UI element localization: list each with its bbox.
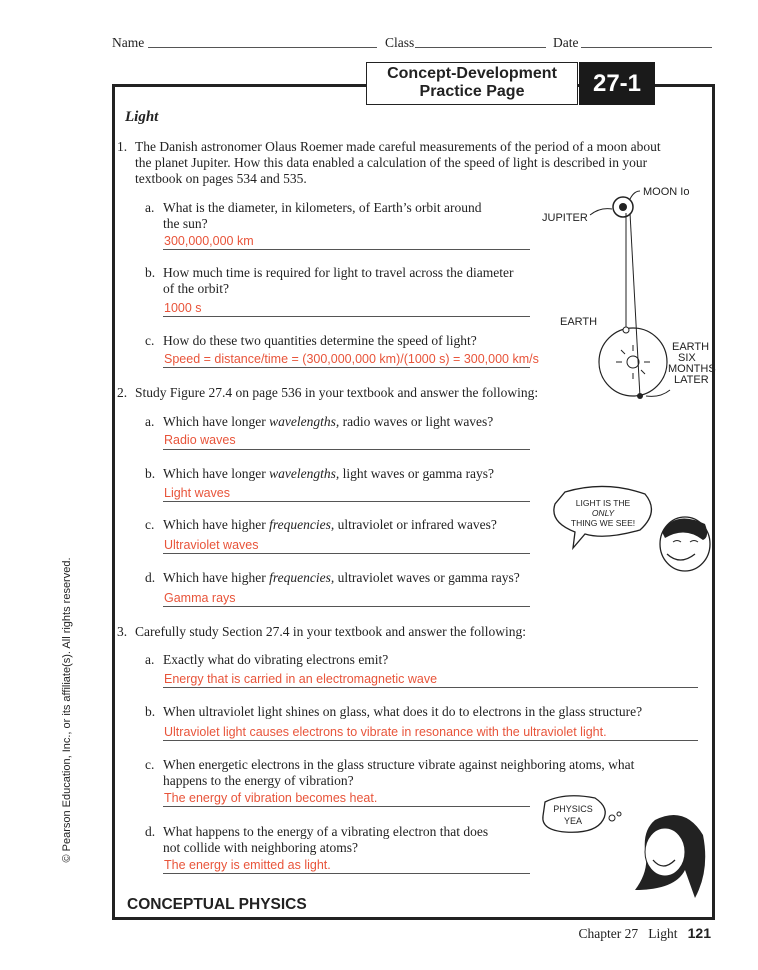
page-number-badge: 27-1 <box>579 62 655 105</box>
footer-chapter: Chapter 27 <box>578 926 639 941</box>
q2a-label: a. <box>145 414 155 429</box>
q3d-label: d. <box>145 824 156 839</box>
brand-footer: CONCEPTUAL PHYSICS <box>127 896 307 913</box>
earth-later-label: MONTHS <box>668 363 716 375</box>
q2b-text: Which have longer wavelengths, light waves or gamma rays? <box>163 466 495 481</box>
answer-line <box>163 687 698 688</box>
q3a-answer[interactable]: Energy that is carried in an electromagnetic wave <box>164 672 438 686</box>
q2-number: 2. <box>117 385 128 400</box>
q1a-text: the sun? <box>163 216 208 231</box>
class-label: Class <box>385 35 415 50</box>
name-field[interactable] <box>148 47 377 48</box>
jupiter-label: JUPITER <box>542 212 588 224</box>
q2d-answer[interactable]: Gamma rays <box>164 591 236 605</box>
q1a-label: a. <box>145 200 155 215</box>
header-title-line2: Practice Page <box>419 83 525 100</box>
page-footer <box>579 925 711 942</box>
q2d-label: d. <box>145 570 156 585</box>
answer-line <box>163 740 698 741</box>
answer-line <box>163 367 530 368</box>
answer-line <box>163 316 530 317</box>
name-label: Name <box>112 35 145 50</box>
speech-text: ONLY <box>591 508 615 518</box>
earth-label: EARTH <box>560 316 598 328</box>
q3b-text: When ultraviolet light shines on glass, what does it do to electrons in the glass structure? <box>163 704 643 719</box>
earth-later-label: SIX <box>678 352 696 364</box>
speech-text: THING WE SEE! <box>570 518 636 528</box>
q2c-text: Which have higher frequencies, ultraviolet or infrared waves? <box>163 517 497 532</box>
thought-text: YEA <box>563 816 583 826</box>
q3b-answer[interactable]: Ultraviolet light causes electrons to vibrate in resonance with the ultraviolet light. <box>164 725 607 739</box>
thought-text: PHYSICS <box>553 804 593 814</box>
q3d-text: What happens to the energy of a vibrating electron that does <box>163 824 489 839</box>
q1b-answer[interactable]: 1000 s <box>164 301 202 315</box>
answer-line <box>163 501 530 502</box>
q3d-answer[interactable]: The energy is emitted as light. <box>164 858 331 872</box>
q3-number: 3. <box>117 624 128 639</box>
section-title: Light <box>125 109 159 125</box>
q1-text: The Danish astronomer Olaus Roemer made careful measurements of the period of a moon about <box>135 139 661 154</box>
q1a-answer[interactable]: 300,000,000 km <box>164 234 254 248</box>
q1c-text: How do these two quantities determine the speed of light? <box>163 333 477 348</box>
q1b-text: How much time is required for light to travel across the diameter <box>163 265 514 280</box>
footer-topic: Light <box>648 926 678 941</box>
q2-text: Study Figure 27.4 on page 536 in your textbook and answer the following: <box>135 385 539 400</box>
q3a-label: a. <box>145 652 155 667</box>
q1-text: textbook on pages 534 and 535. <box>135 171 307 186</box>
footer-page-number: 121 <box>687 925 711 941</box>
q1b-label: b. <box>145 265 156 280</box>
header-title-box <box>366 62 578 105</box>
q1c-label: c. <box>145 333 155 348</box>
q3c-text: When energetic electrons in the glass structure vibrate against neighboring atoms, what <box>163 757 635 772</box>
answer-line <box>163 553 530 554</box>
date-field[interactable] <box>581 47 712 48</box>
q2d-text: Which have higher frequencies, ultraviolet waves or gamma rays? <box>163 570 520 585</box>
q1a-text: What is the diameter, in kilometers, of Earth’s orbit around <box>163 200 482 215</box>
q2c-label: c. <box>145 517 155 532</box>
header-title-line1: Concept-Development <box>387 65 557 82</box>
answer-line <box>163 249 530 250</box>
q2c-answer[interactable]: Ultraviolet waves <box>164 538 259 552</box>
answer-line <box>163 449 530 450</box>
q3c-answer[interactable]: The energy of vibration becomes heat. <box>164 791 378 805</box>
answer-line <box>163 873 530 874</box>
cartoon-boy <box>545 482 715 582</box>
q2b-label: b. <box>145 466 156 481</box>
speech-text: LIGHT IS THE <box>575 498 631 508</box>
cartoon-girl <box>535 790 715 900</box>
q3-text: Carefully study Section 27.4 in your textbook and answer the following: <box>135 624 527 639</box>
jupiter-earth-diagram <box>520 175 716 410</box>
q3b-label: b. <box>145 704 156 719</box>
class-field[interactable] <box>415 47 546 48</box>
q3c-text: happens to the energy of vibration? <box>163 773 354 788</box>
answer-line <box>163 806 530 807</box>
q3d-text: not collide with neighboring atoms? <box>163 840 358 855</box>
q1b-text: of the orbit? <box>163 281 229 296</box>
q3a-text: Exactly what do vibrating electrons emit? <box>163 652 389 667</box>
moon-label: MOON Io <box>643 186 690 198</box>
date-label: Date <box>553 35 579 50</box>
q2a-answer[interactable]: Radio waves <box>164 433 236 447</box>
q1-number: 1. <box>117 139 128 154</box>
answer-line <box>163 606 530 607</box>
q3c-label: c. <box>145 757 155 772</box>
q1-text: the planet Jupiter. How this data enabled a calculation of the speed of light is described in your <box>135 155 648 170</box>
q2a-text: Which have longer wavelengths, radio waves or light waves? <box>163 414 494 429</box>
copyright-notice: © Pearson Education, Inc., or its affiliate(s). All rights reserved. <box>61 557 73 863</box>
q2b-answer[interactable]: Light waves <box>164 486 231 500</box>
q1c-answer[interactable]: Speed = distance/time = (300,000,000 km)/(1000 s) = 300,000 km/s <box>164 352 539 366</box>
earth-later-label: EARTH <box>672 341 710 353</box>
earth-later-label: LATER <box>674 374 709 386</box>
